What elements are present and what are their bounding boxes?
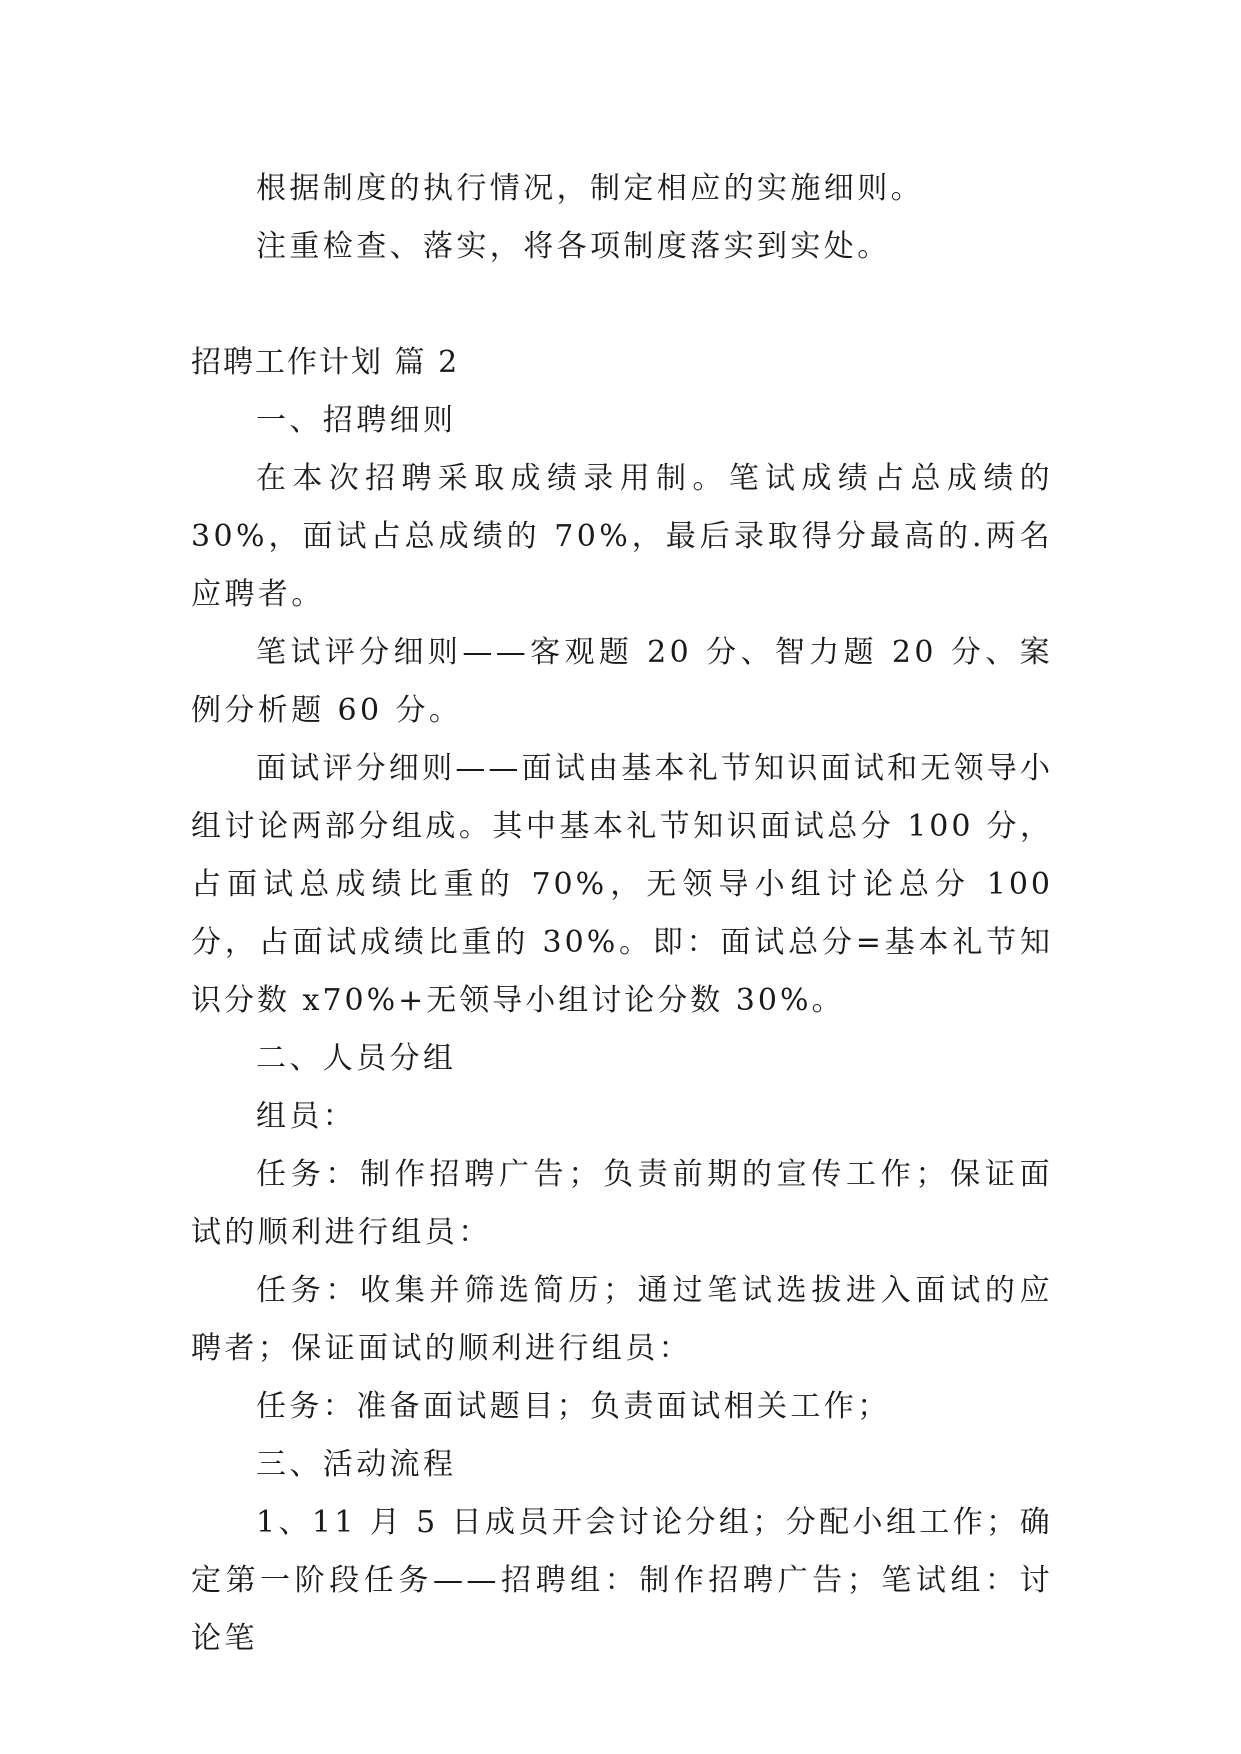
subheading: 二、人员分组: [256, 1041, 457, 1076]
paragraph: 笔试评分细则——客观题 20 分、智力题 20 分、案例分析题 60 分。: [191, 635, 1053, 728]
document-body: [191, 160, 1053, 1668]
subheading: 一、招聘细则: [256, 403, 457, 438]
paragraph-gap: [191, 276, 1053, 334]
paragraph: 根据制度的执行情况，制定相应的实施细则。: [256, 171, 924, 206]
paragraph: 在本次招聘采取成绩录用制。笔试成绩占总成绩的 30%，面试占总成绩的 70%，最后录取得分最高的.两名应聘者。: [191, 461, 1053, 612]
paragraph: 面试评分细则——面试由基本礼节知识面试和无领导小组讨论两部分组成。其中基本礼节知识面试总分 100 分，占面试总成绩比重的 70%，无领导小组讨论总分 100 分，占面试成绩比重的 30%。即：面试总分=基本礼节知识分数 x70%+无领导小组讨论分数 30%。: [191, 751, 1053, 1018]
paragraph: 注重检查、落实，将各项制度落实到实处。: [256, 229, 891, 264]
subheading: 三、活动流程: [256, 1447, 457, 1482]
paragraph: 任务：收集并筛选简历；通过笔试选拔进入面试的应聘者；保证面试的顺利进行组员：: [191, 1273, 1053, 1366]
paragraph: 任务：制作招聘广告；负责前期的宣传工作；保证面试的顺利进行组员：: [191, 1157, 1053, 1250]
paragraph: 任务：准备面试题目；负责面试相关工作；: [256, 1389, 891, 1424]
paragraph: 1、11 月 5 日成员开会讨论分组；分配小组工作；确定第一阶段任务——招聘组：制作招聘广告；笔试组：讨论笔: [191, 1505, 1053, 1656]
section-title: 招聘工作计划 篇 2: [191, 345, 460, 380]
paragraph: 组员：: [256, 1099, 357, 1134]
